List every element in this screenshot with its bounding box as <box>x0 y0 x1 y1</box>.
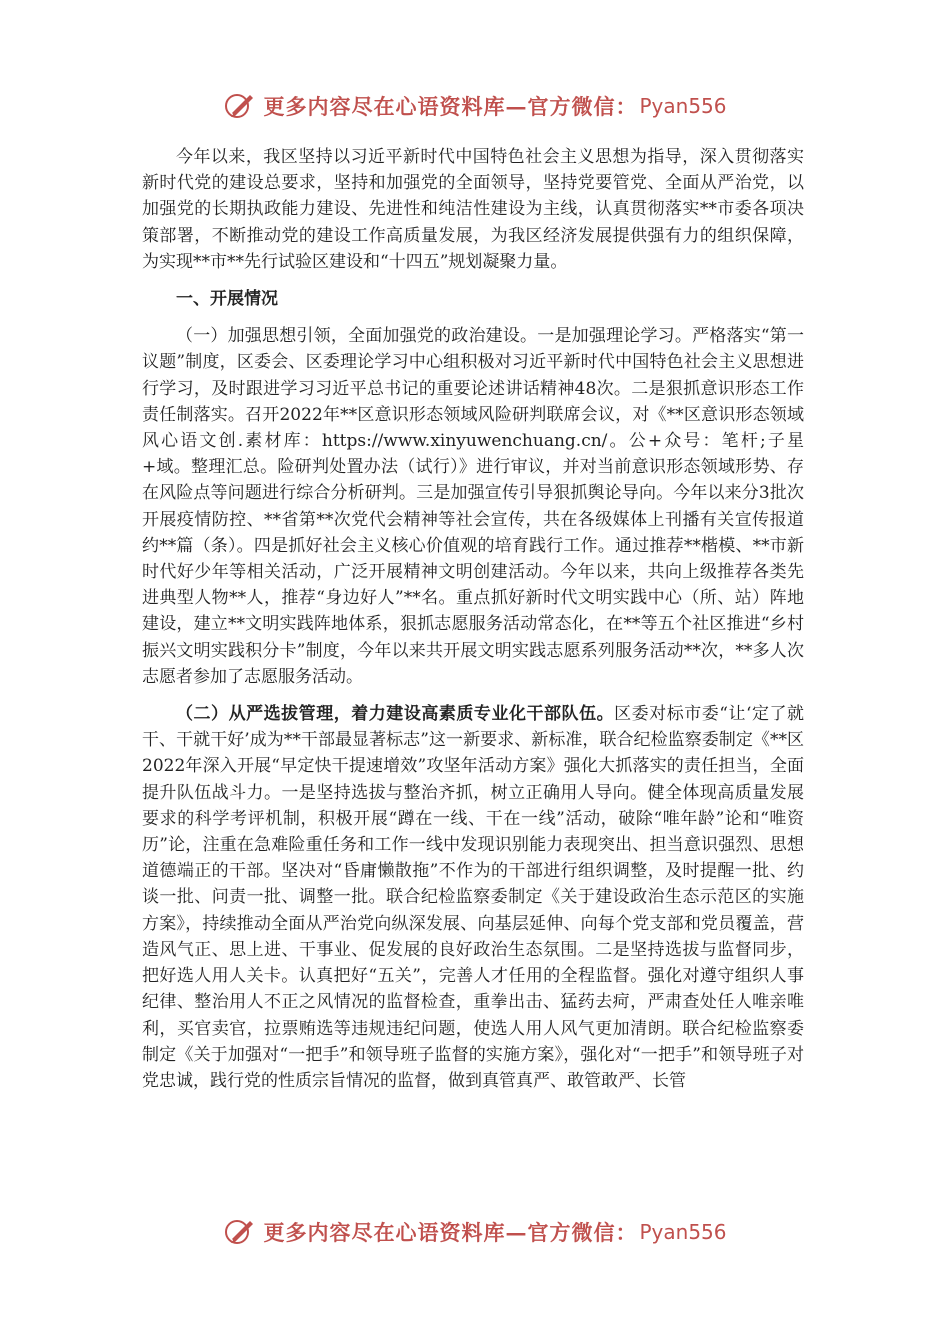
watermark-handle: Pyan556 <box>639 94 727 118</box>
intro-paragraph: 今年以来，我区坚持以习近平新时代中国特色社会主义思想为指导，深入贯彻落实新时代党的建设总要求，坚持和加强党的全面领导，坚持党要管党、全面从严治党，以加强党的长期执政能力建设、先进性和纯洁性建设为主线，认真贯彻落实**市委各项决策部署，不断推动党的建设工作高质量发展，为我区经济发展提供强有力的组织保障，为实现**市**先行试验区建设和“十四五”规划凝聚力量。 <box>142 147 804 272</box>
document-body <box>142 144 804 1094</box>
section-heading: 一、开展情况 <box>176 289 278 310</box>
paragraph-ideology: （一）加强思想引领，全面加强党的政治建设。一是加强理论学习。严格落实“第一议题”制度，区委会、区委理论学习中心组积极对习近平新时代中国特色社会主义思想进行学习，及时跟进学习习近平总书记的重要论述讲话精神48次。二是狠抓意识形态工作责任制落实。召开2022年**区意识形态领域风险研判联席会议，对《**区意识形态领域风心语文创.素材库：https://www.xinyuwenchuang.cn/。公+众号：笔杆;子星+域。整理汇总。险研判处置办法（试行）》进行审议，并对当前意识形态领域形势、存在风险点等问题进行综合分析研判。三是加强宣传引导狠抓舆论导向。今年以来分3批次开展疫情防控、**省第**次党代会精神等社会宣传，共在各级媒体上刊播有关宣传报道约**篇（条）。四是抓好社会主义核心价值观的培育践行工作。通过推荐**楷模、**市新时代好少年等相关活动，广泛开展精神文明创建活动。今年以来，共向上级推荐各类先进典型人物**人，推荐“身边好人”**名。重点抓好新时代文明实践中心（所、站）阵地建设，建立**文明实践阵地体系，狠抓志愿服务活动常态化，在**等五个社区推进“乡村振兴文明实践积分卡”制度，今年以来共开展文明实践志愿系列服务活动**次，**多人次志愿者参加了志愿服务活动。 <box>142 326 804 687</box>
watermark-text: 更多内容尽在心语资料库—官方微信： <box>263 1220 638 1245</box>
watermark-text: 更多内容尽在心语资料库—官方微信： <box>263 94 638 119</box>
watermark-bottom <box>0 1212 950 1252</box>
paragraph-cadres <box>142 701 804 1094</box>
pen-logo-icon <box>223 89 257 123</box>
pen-logo-icon <box>223 1215 257 1249</box>
paragraph-cadres-lead: （二）从严选拔管理，着力建设高素质专业化干部队伍。 <box>176 704 615 725</box>
paragraph-cadres-body: 区委对标市委“让‘定了就干、干就干好’成为**干部最显著标志”这一新要求、新标准，联合纪检监察委制定《**区2022年深入开展“早定快干提速增效”攻坚年活动方案》强化大抓落实的责任担当，全面提升队伍战斗力。一是坚持选拔与整治齐抓，树立正确用人导向。健全体现高质量发展要求的科学考评机制，积极开展“蹲在一线、干在一线”活动，破除“唯年龄”论和“唯资历”论，注重在急难险重任务和工作一线中发现识别能力表现突出、担当意识强烈、思想道德端正的干部。坚决对“昏庸懒散拖”不作为的干部进行组织调整，及时提醒一批、约谈一批、问责一批、调整一批。联合纪检监察委制定《关于建设政治生态示范区的实施方案》，持续推动全面从严治党向纵深发展、向基层延伸、向每个党支部和党员覆盖，营造风气正、思上进、干事业、促发展的良好政治生态氛围。二是坚持选拔与监督同步，把好选人用人关卡。认真把好“五关”，完善人才任用的全程监督。强化对遵守组织人事纪律、整治用人不正之风情况的监督检查，重拳出击、猛药去疴，严肃查处任人唯亲唯利，买官卖官，拉票贿选等违规违纪问题，使选人用人风气更加清朗。联合纪检监察委制定《关于加强对“一把手”和领导班子监督的实施方案》，强化对“一把手”和领导班子对党忠诚，践行党的性质宗旨情况的监督，做到真管真严、敢管敢严、长管 <box>142 704 804 1091</box>
watermark-handle: Pyan556 <box>639 1220 727 1244</box>
watermark-top <box>0 86 950 126</box>
